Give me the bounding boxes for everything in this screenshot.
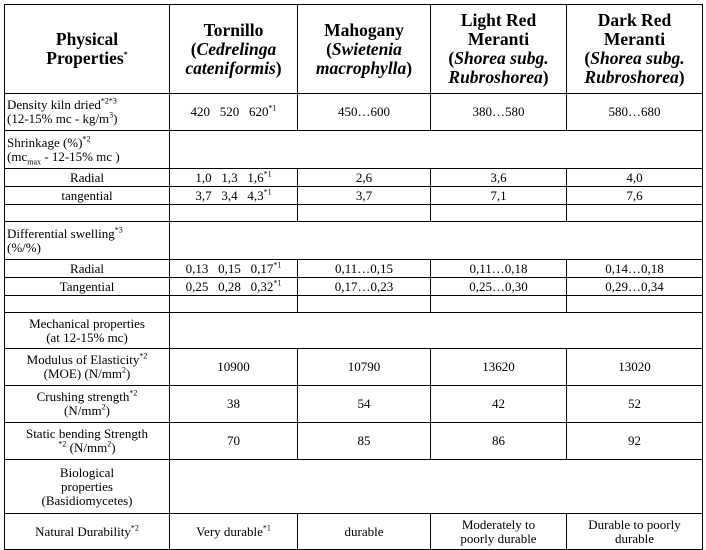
table-row [5, 313, 703, 349]
shrink-tangential-tornillo: 3,7 3,4 4,3$^{*1}$ [170, 187, 298, 205]
swelling-label: Differential swelling$^{*3}$ (%/%) [5, 222, 170, 260]
bending-mahogany: 85 [298, 423, 431, 460]
shrink-radial-tornillo: 1,0 1,3 1,6$^{*1}$ [170, 169, 298, 187]
table-row [5, 460, 703, 514]
table-row [5, 169, 703, 187]
density-label: Density kiln dried$^{*2*3}$ (12-15% mc - $kg/m^3$) [5, 94, 170, 131]
table-row [5, 423, 703, 460]
table-row [5, 514, 703, 550]
swell-radial-label: Radial [5, 260, 170, 278]
density-light-red-meranti: 380…580 [431, 94, 567, 131]
crushing-mahogany: 54 [298, 386, 431, 423]
table-row [5, 386, 703, 423]
bending-label: Static bending Strength $^{*2}$ $(N/mm^2)$ [5, 423, 170, 460]
table-row [5, 131, 703, 169]
shrink-radial-mahogany: 2,6 [298, 169, 431, 187]
swelling-empty [170, 222, 703, 260]
shrinkage-label: Shrinkage (%)$^{*2}$ ($mc_{max} - 12-15\%$ mc ) [5, 131, 170, 169]
moe-label: Modulus of Elasticity$^{*2}$ (MOE) $(N/mm^2)$ [5, 349, 170, 386]
swell-tangential-tornillo: 0,25 0,28 0,32$^{*1}$ [170, 278, 298, 296]
table-row [5, 278, 703, 296]
shrink-radial-dark-red-meranti: 4,0 [567, 169, 703, 187]
shrink-radial-light-red-meranti: 3,6 [431, 169, 567, 187]
header-light-red-meranti: Light Red Meranti (Shorea subg. Rubroshorea) [431, 5, 567, 94]
crushing-light-red-meranti: 42 [431, 386, 567, 423]
shrink-tangential-light-red-meranti: 7,1 [431, 187, 567, 205]
biological-empty [170, 460, 703, 514]
swell-tangential-label: Tangential [5, 278, 170, 296]
swell-radial-light-red-meranti: 0,11…0,18 [431, 260, 567, 278]
swell-radial-tornillo: 0,13 0,15 0,17$^{*1}$ [170, 260, 298, 278]
moe-dark-red-meranti: 13020 [567, 349, 703, 386]
durability-mahogany: durable [298, 514, 431, 550]
moe-light-red-meranti: 13620 [431, 349, 567, 386]
table-row [5, 349, 703, 386]
bending-light-red-meranti: 86 [431, 423, 567, 460]
spacer-row [5, 296, 703, 313]
crushing-dark-red-meranti: 52 [567, 386, 703, 423]
durability-tornillo: Very durable$^{*1}$ [170, 514, 298, 550]
header-dark-red-meranti: Dark Red Meranti (Shorea subg. Rubroshorea) [567, 5, 703, 94]
bending-tornillo: 70 [170, 423, 298, 460]
shrink-radial-label: Radial [5, 169, 170, 187]
table-row [5, 94, 703, 131]
crushing-label: Crushing strength$^{*2}$ $(N/mm^2)$ [5, 386, 170, 423]
swell-tangential-light-red-meranti: 0,25…0,30 [431, 278, 567, 296]
swell-tangential-mahogany: 0,17…0,23 [298, 278, 431, 296]
moe-tornillo: 10900 [170, 349, 298, 386]
durability-light-red-meranti: Moderately to poorly durable [431, 514, 567, 550]
moe-mahogany: 10790 [298, 349, 431, 386]
spacer-row [5, 205, 703, 222]
bending-dark-red-meranti: 92 [567, 423, 703, 460]
table-row [5, 187, 703, 205]
header-row [5, 5, 703, 94]
swell-radial-mahogany: 0,11…0,15 [298, 260, 431, 278]
mechanical-empty [170, 313, 703, 349]
density-mahogany: 450…600 [298, 94, 431, 131]
header-tornillo: Tornillo (Cedrelinga cateniformis) [170, 5, 298, 94]
header-mahogany: Mahogany (Swietenia macrophylla) [298, 5, 431, 94]
shrink-tangential-mahogany: 3,7 [298, 187, 431, 205]
density-tornillo: 420 520 620$^{*1}$ [170, 94, 298, 131]
shrinkage-empty [170, 131, 703, 169]
shrink-tangential-dark-red-meranti: 7,6 [567, 187, 703, 205]
table-row [5, 260, 703, 278]
mechanical-label: Mechanical properties (at 12-15% mc) [5, 313, 170, 349]
crushing-tornillo: 38 [170, 386, 298, 423]
density-dark-red-meranti: 580…680 [567, 94, 703, 131]
biological-label: Biological properties (Basidiomycetes) [5, 460, 170, 514]
swell-radial-dark-red-meranti: 0,14…0,18 [567, 260, 703, 278]
swell-tangential-dark-red-meranti: 0,29…0,34 [567, 278, 703, 296]
table-row [5, 222, 703, 260]
shrink-tangential-label: tangential [5, 187, 170, 205]
durability-label: Natural Durability$^{*2}$ [5, 514, 170, 550]
wood-properties-table [4, 4, 703, 550]
header-physical-properties: Physical Properties* [5, 5, 170, 94]
durability-dark-red-meranti: Durable to poorly durable [567, 514, 703, 550]
